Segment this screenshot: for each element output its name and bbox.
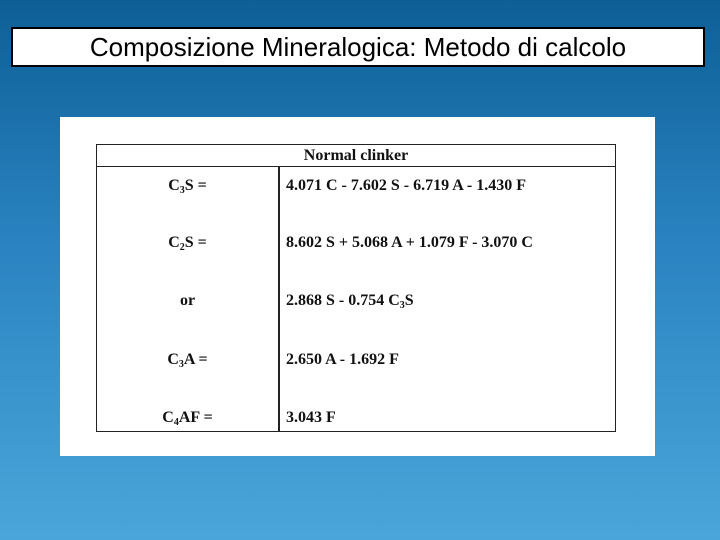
row-formula: 4.071 C - 7.602 S - 6.719 A - 1.430 F: [286, 177, 526, 194]
image-card: [60, 117, 655, 456]
row-label: $C_3S$ =: [168, 177, 207, 196]
table-header: Normal clinker: [97, 145, 615, 167]
table-row-c4af: [97, 406, 615, 430]
table-row-c3a: [97, 348, 615, 372]
slide-title: Composizione Mineralogica: Metodo di calcolo: [89, 31, 627, 62]
clinker-table: [96, 144, 616, 432]
row-label: $C_3A$ =: [167, 351, 208, 370]
table-row-c3s: [97, 174, 615, 198]
row-formula: 2.868 S - 0.754 $C_3S$: [286, 292, 414, 311]
row-label: $C_4AF$ =: [162, 409, 213, 428]
table-row-c2s: [97, 231, 615, 255]
row-formula: 3.043 F: [286, 409, 336, 426]
row-label: $C_2S$ =: [168, 234, 207, 253]
slide-title-box: [11, 27, 705, 67]
row-formula: 8.602 S + 5.068 A + 1.079 F - 3.070 C: [286, 234, 533, 251]
row-formula: 2.650 A - 1.692 F: [286, 351, 399, 368]
table-row-or: [97, 289, 615, 313]
row-label: or: [179, 292, 196, 309]
